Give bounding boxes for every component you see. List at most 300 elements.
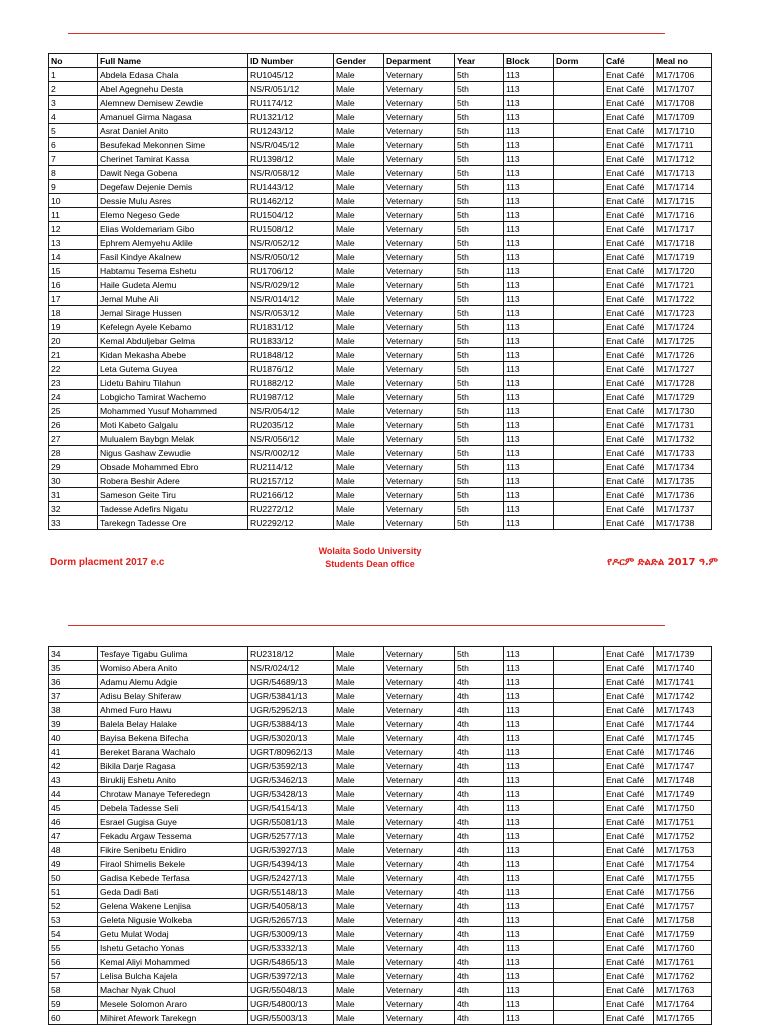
cell-year: 4th — [455, 857, 504, 871]
cell-cafe: Enat Café — [604, 488, 654, 502]
cell-meal-no: M17/1749 — [654, 787, 712, 801]
cell-department: Veternary — [384, 913, 455, 927]
table-header-row — [49, 54, 712, 68]
cell-year: 5th — [455, 96, 504, 110]
cell-cafe: Enat Café — [604, 871, 654, 885]
cell-id-number: NS/R/058/12 — [248, 166, 334, 180]
table-row — [49, 885, 712, 899]
cell-department: Veternary — [384, 180, 455, 194]
cell-id-number: RU1045/12 — [248, 68, 334, 82]
cell-no: 8 — [49, 166, 98, 180]
cell-dorm — [554, 787, 604, 801]
cell-cafe: Enat Café — [604, 166, 654, 180]
cell-block: 113 — [504, 983, 554, 997]
cell-year: 4th — [455, 885, 504, 899]
cell-gender: Male — [334, 913, 384, 927]
cell-gender: Male — [334, 376, 384, 390]
cell-id-number: UGR/54800/13 — [248, 997, 334, 1011]
cell-meal-no: M17/1730 — [654, 404, 712, 418]
cell-full-name: Alemnew Demisew Zewdie — [98, 96, 248, 110]
cell-cafe: Enat Café — [604, 432, 654, 446]
table-row — [49, 390, 712, 404]
cell-full-name: Degefaw Dejenie Demis — [98, 180, 248, 194]
cell-full-name: Jemal Muhe Ali — [98, 292, 248, 306]
cell-block: 113 — [504, 68, 554, 82]
cell-id-number: UGR/53841/13 — [248, 689, 334, 703]
cell-full-name: Robera Beshir Adere — [98, 474, 248, 488]
cell-no: 58 — [49, 983, 98, 997]
cell-cafe: Enat Café — [604, 180, 654, 194]
cell-year: 5th — [455, 306, 504, 320]
cell-full-name: Obsade Mohammed Ebro — [98, 460, 248, 474]
cell-year: 4th — [455, 689, 504, 703]
cell-block: 113 — [504, 390, 554, 404]
cell-dorm — [554, 941, 604, 955]
cell-dorm — [554, 362, 604, 376]
cell-gender: Male — [334, 843, 384, 857]
table-row — [49, 829, 712, 843]
cell-full-name: Fekadu Argaw Tessema — [98, 829, 248, 843]
cell-no: 42 — [49, 759, 98, 773]
cell-year: 5th — [455, 124, 504, 138]
cell-id-number: RU1321/12 — [248, 110, 334, 124]
cell-full-name: Bereket Barana Wachalo — [98, 745, 248, 759]
cell-id-number: UGR/55003/13 — [248, 1011, 334, 1025]
table-row — [49, 488, 712, 502]
cell-no: 49 — [49, 857, 98, 871]
cell-id-number: RU1243/12 — [248, 124, 334, 138]
cell-cafe: Enat Café — [604, 334, 654, 348]
cell-cafe: Enat Café — [604, 250, 654, 264]
cell-dorm — [554, 871, 604, 885]
cell-gender: Male — [334, 941, 384, 955]
cell-dorm — [554, 264, 604, 278]
cell-meal-no: M17/1738 — [654, 516, 712, 530]
cell-gender: Male — [334, 815, 384, 829]
cell-year: 5th — [455, 661, 504, 675]
cell-dorm — [554, 474, 604, 488]
cell-id-number: UGR/54058/13 — [248, 899, 334, 913]
table-row — [49, 717, 712, 731]
cell-no: 55 — [49, 941, 98, 955]
cell-cafe: Enat Café — [604, 983, 654, 997]
cell-id-number: NS/R/014/12 — [248, 292, 334, 306]
table-row — [49, 815, 712, 829]
cell-department: Veternary — [384, 432, 455, 446]
cell-cafe: Enat Café — [604, 759, 654, 773]
cell-block: 113 — [504, 236, 554, 250]
table-row — [49, 759, 712, 773]
cell-full-name: Adisu Belay Shiferaw — [98, 689, 248, 703]
cell-gender: Male — [334, 292, 384, 306]
cell-gender: Male — [334, 222, 384, 236]
cell-block: 113 — [504, 829, 554, 843]
cell-gender: Male — [334, 745, 384, 759]
cell-no: 4 — [49, 110, 98, 124]
col-header-block: Block — [504, 54, 554, 68]
cell-block: 113 — [504, 488, 554, 502]
cell-no: 11 — [49, 208, 98, 222]
cell-cafe: Enat Café — [604, 745, 654, 759]
col-header-dorm: Dorm — [554, 54, 604, 68]
cell-dorm — [554, 278, 604, 292]
cell-id-number: UGR/55081/13 — [248, 815, 334, 829]
cell-year: 4th — [455, 955, 504, 969]
cell-dorm — [554, 843, 604, 857]
cell-full-name: Leta Gutema Guyea — [98, 362, 248, 376]
cell-year: 5th — [455, 236, 504, 250]
table-row — [49, 460, 712, 474]
cell-year: 4th — [455, 927, 504, 941]
cell-dorm — [554, 773, 604, 787]
cell-department: Veternary — [384, 661, 455, 675]
cell-gender: Male — [334, 661, 384, 675]
cell-id-number: UGR/53927/13 — [248, 843, 334, 857]
cell-full-name: Geda Dadi Bati — [98, 885, 248, 899]
cell-block: 113 — [504, 759, 554, 773]
cell-dorm — [554, 969, 604, 983]
cell-block: 113 — [504, 264, 554, 278]
cell-meal-no: M17/1739 — [654, 647, 712, 661]
cell-department: Veternary — [384, 801, 455, 815]
cell-no: 18 — [49, 306, 98, 320]
footer-office-name: Students Dean office — [325, 559, 415, 569]
cell-block: 113 — [504, 516, 554, 530]
cell-meal-no: M17/1707 — [654, 82, 712, 96]
cell-meal-no: M17/1760 — [654, 941, 712, 955]
table-row — [49, 516, 712, 530]
cell-block: 113 — [504, 857, 554, 871]
cell-id-number: UGR/52577/13 — [248, 829, 334, 843]
cell-meal-no: M17/1765 — [654, 1011, 712, 1025]
cell-cafe: Enat Café — [604, 96, 654, 110]
cell-year: 4th — [455, 703, 504, 717]
table-row — [49, 124, 712, 138]
cell-year: 5th — [455, 376, 504, 390]
cell-meal-no: M17/1742 — [654, 689, 712, 703]
cell-meal-no: M17/1754 — [654, 857, 712, 871]
cell-full-name: Lelisa Bulcha Kajela — [98, 969, 248, 983]
cell-no: 32 — [49, 502, 98, 516]
cell-id-number: NS/R/052/12 — [248, 236, 334, 250]
cell-dorm — [554, 208, 604, 222]
cell-department: Veternary — [384, 390, 455, 404]
cell-meal-no: M17/1709 — [654, 110, 712, 124]
table-body-page2 — [49, 647, 712, 1025]
table-row — [49, 675, 712, 689]
cell-year: 5th — [455, 208, 504, 222]
cell-no: 39 — [49, 717, 98, 731]
cell-department: Veternary — [384, 843, 455, 857]
cell-cafe: Enat Café — [604, 899, 654, 913]
cell-gender: Male — [334, 152, 384, 166]
cell-department: Veternary — [384, 955, 455, 969]
cell-gender: Male — [334, 208, 384, 222]
cell-gender: Male — [334, 927, 384, 941]
cell-dorm — [554, 152, 604, 166]
cell-dorm — [554, 815, 604, 829]
cell-full-name: Kemal Abduljebar Gelma — [98, 334, 248, 348]
cell-year: 5th — [455, 222, 504, 236]
cell-gender: Male — [334, 96, 384, 110]
cell-gender: Male — [334, 857, 384, 871]
cell-full-name: Haile Gudeta Alemu — [98, 278, 248, 292]
cell-no: 14 — [49, 250, 98, 264]
cell-department: Veternary — [384, 745, 455, 759]
cell-id-number: UGR/52427/13 — [248, 871, 334, 885]
cell-dorm — [554, 516, 604, 530]
cell-full-name: Fikire Senibetu Enidiro — [98, 843, 248, 857]
cell-block: 113 — [504, 871, 554, 885]
cell-cafe: Enat Café — [604, 236, 654, 250]
table-row — [49, 871, 712, 885]
cell-year: 5th — [455, 362, 504, 376]
cell-gender: Male — [334, 773, 384, 787]
cell-full-name: Lidetu Bahiru Tilahun — [98, 376, 248, 390]
cell-block: 113 — [504, 404, 554, 418]
cell-id-number: RU2292/12 — [248, 516, 334, 530]
cell-gender: Male — [334, 787, 384, 801]
cell-block: 113 — [504, 446, 554, 460]
cell-gender: Male — [334, 110, 384, 124]
cell-cafe: Enat Café — [604, 717, 654, 731]
cell-full-name: Asrat Daniel Anito — [98, 124, 248, 138]
table-row — [49, 264, 712, 278]
cell-no: 48 — [49, 843, 98, 857]
cell-cafe: Enat Café — [604, 222, 654, 236]
table-row — [49, 857, 712, 871]
cell-gender: Male — [334, 264, 384, 278]
cell-year: 5th — [455, 404, 504, 418]
cell-cafe: Enat Café — [604, 997, 654, 1011]
cell-meal-no: M17/1723 — [654, 306, 712, 320]
cell-meal-no: M17/1746 — [654, 745, 712, 759]
cell-full-name: Biruklij Eshetu Anito — [98, 773, 248, 787]
cell-full-name: Debela Tadesse Seli — [98, 801, 248, 815]
cell-block: 113 — [504, 180, 554, 194]
cell-year: 5th — [455, 390, 504, 404]
table-row — [49, 661, 712, 675]
table-row — [49, 997, 712, 1011]
cell-dorm — [554, 376, 604, 390]
cell-block: 113 — [504, 815, 554, 829]
cell-year: 5th — [455, 474, 504, 488]
cell-meal-no: M17/1722 — [654, 292, 712, 306]
cell-cafe: Enat Café — [604, 843, 654, 857]
cell-block: 113 — [504, 703, 554, 717]
cell-cafe: Enat Café — [604, 857, 654, 871]
cell-dorm — [554, 334, 604, 348]
cell-full-name: Ephrem Alemyehu Aklile — [98, 236, 248, 250]
table-row — [49, 418, 712, 432]
cell-year: 4th — [455, 801, 504, 815]
cell-cafe: Enat Café — [604, 731, 654, 745]
cell-id-number: UGR/54689/13 — [248, 675, 334, 689]
cell-meal-no: M17/1748 — [654, 773, 712, 787]
cell-id-number: NS/R/045/12 — [248, 138, 334, 152]
cell-no: 46 — [49, 815, 98, 829]
cell-year: 5th — [455, 418, 504, 432]
cell-cafe: Enat Café — [604, 829, 654, 843]
cell-id-number: RU1831/12 — [248, 320, 334, 334]
table-row — [49, 1011, 712, 1025]
table-row — [49, 222, 712, 236]
table-row — [49, 362, 712, 376]
cell-department: Veternary — [384, 446, 455, 460]
cell-gender: Male — [334, 731, 384, 745]
cell-year: 4th — [455, 815, 504, 829]
cell-cafe: Enat Café — [604, 110, 654, 124]
table-row — [49, 787, 712, 801]
cell-gender: Male — [334, 759, 384, 773]
cell-block: 113 — [504, 306, 554, 320]
cell-cafe: Enat Café — [604, 516, 654, 530]
cell-id-number: UGR/54865/13 — [248, 955, 334, 969]
cell-no: 41 — [49, 745, 98, 759]
cell-block: 113 — [504, 460, 554, 474]
cell-department: Veternary — [384, 927, 455, 941]
cell-department: Veternary — [384, 787, 455, 801]
cell-dorm — [554, 731, 604, 745]
cell-year: 4th — [455, 787, 504, 801]
cell-dorm — [554, 124, 604, 138]
cell-no: 22 — [49, 362, 98, 376]
cell-dorm — [554, 689, 604, 703]
table-row — [49, 334, 712, 348]
cell-meal-no: M17/1729 — [654, 390, 712, 404]
table-row — [49, 913, 712, 927]
cell-meal-no: M17/1753 — [654, 843, 712, 857]
cell-gender: Male — [334, 829, 384, 843]
cell-block: 113 — [504, 955, 554, 969]
cell-full-name: Adamu Alemu Adgie — [98, 675, 248, 689]
cell-gender: Male — [334, 460, 384, 474]
cell-dorm — [554, 404, 604, 418]
cell-department: Veternary — [384, 941, 455, 955]
cell-gender: Male — [334, 236, 384, 250]
cell-department: Veternary — [384, 208, 455, 222]
cell-id-number: NS/R/029/12 — [248, 278, 334, 292]
cell-id-number: RU1398/12 — [248, 152, 334, 166]
table-row — [49, 843, 712, 857]
table-row — [49, 927, 712, 941]
cell-block: 113 — [504, 432, 554, 446]
cell-meal-no: M17/1752 — [654, 829, 712, 843]
cell-dorm — [554, 745, 604, 759]
col-header-meal-no: Meal no — [654, 54, 712, 68]
cell-meal-no: M17/1725 — [654, 334, 712, 348]
cell-no: 26 — [49, 418, 98, 432]
cell-id-number: RU1987/12 — [248, 390, 334, 404]
cell-block: 113 — [504, 278, 554, 292]
cell-block: 113 — [504, 899, 554, 913]
cell-no: 1 — [49, 68, 98, 82]
cell-year: 4th — [455, 731, 504, 745]
cell-dorm — [554, 418, 604, 432]
cell-block: 113 — [504, 348, 554, 362]
cell-cafe: Enat Café — [604, 1011, 654, 1025]
cell-no: 43 — [49, 773, 98, 787]
cell-block: 113 — [504, 418, 554, 432]
cell-cafe: Enat Café — [604, 801, 654, 815]
table-row — [49, 320, 712, 334]
cell-id-number: RU1508/12 — [248, 222, 334, 236]
cell-year: 5th — [455, 82, 504, 96]
cell-id-number: RU1504/12 — [248, 208, 334, 222]
cell-no: 45 — [49, 801, 98, 815]
cell-department: Veternary — [384, 815, 455, 829]
cell-department: Veternary — [384, 418, 455, 432]
cell-meal-no: M17/1720 — [654, 264, 712, 278]
cell-dorm — [554, 68, 604, 82]
cell-no: 56 — [49, 955, 98, 969]
cell-full-name: Elemo Negeso Gede — [98, 208, 248, 222]
cell-department: Veternary — [384, 376, 455, 390]
cell-id-number: RU2318/12 — [248, 647, 334, 661]
table-row — [49, 983, 712, 997]
cell-gender: Male — [334, 675, 384, 689]
table-row — [49, 647, 712, 661]
cell-cafe: Enat Café — [604, 969, 654, 983]
cell-cafe: Enat Café — [604, 941, 654, 955]
table-row — [49, 194, 712, 208]
cell-block: 113 — [504, 96, 554, 110]
cell-department: Veternary — [384, 871, 455, 885]
cell-department: Veternary — [384, 306, 455, 320]
cell-year: 4th — [455, 759, 504, 773]
cell-dorm — [554, 460, 604, 474]
cell-gender: Male — [334, 474, 384, 488]
cell-gender: Male — [334, 180, 384, 194]
cell-department: Veternary — [384, 983, 455, 997]
cell-gender: Male — [334, 334, 384, 348]
cell-year: 5th — [455, 250, 504, 264]
cell-no: 7 — [49, 152, 98, 166]
table-row — [49, 208, 712, 222]
cell-block: 113 — [504, 222, 554, 236]
cell-no: 33 — [49, 516, 98, 530]
table-row — [49, 180, 712, 194]
cell-no: 50 — [49, 871, 98, 885]
cell-meal-no: M17/1737 — [654, 502, 712, 516]
cell-dorm — [554, 96, 604, 110]
cell-cafe: Enat Café — [604, 474, 654, 488]
cell-dorm — [554, 320, 604, 334]
cell-cafe: Enat Café — [604, 194, 654, 208]
cell-meal-no: M17/1750 — [654, 801, 712, 815]
table-row — [49, 376, 712, 390]
cell-cafe: Enat Café — [604, 138, 654, 152]
cell-year: 5th — [455, 647, 504, 661]
cell-id-number: NS/R/056/12 — [248, 432, 334, 446]
cell-no: 6 — [49, 138, 98, 152]
cell-full-name: Esrael Gugisa Guye — [98, 815, 248, 829]
cell-cafe: Enat Café — [604, 390, 654, 404]
cell-department: Veternary — [384, 899, 455, 913]
cell-full-name: Mulualem Baybgn Melak — [98, 432, 248, 446]
table-row — [49, 446, 712, 460]
cell-year: 5th — [455, 278, 504, 292]
cell-full-name: Mesele Solomon Araro — [98, 997, 248, 1011]
cell-gender: Male — [334, 717, 384, 731]
cell-block: 113 — [504, 250, 554, 264]
cell-gender: Male — [334, 899, 384, 913]
cell-department: Veternary — [384, 152, 455, 166]
cell-year: 5th — [455, 264, 504, 278]
footer-dorm-placement: Dorm placment 2017 e.c — [50, 557, 165, 568]
cell-dorm — [554, 348, 604, 362]
cell-dorm — [554, 180, 604, 194]
